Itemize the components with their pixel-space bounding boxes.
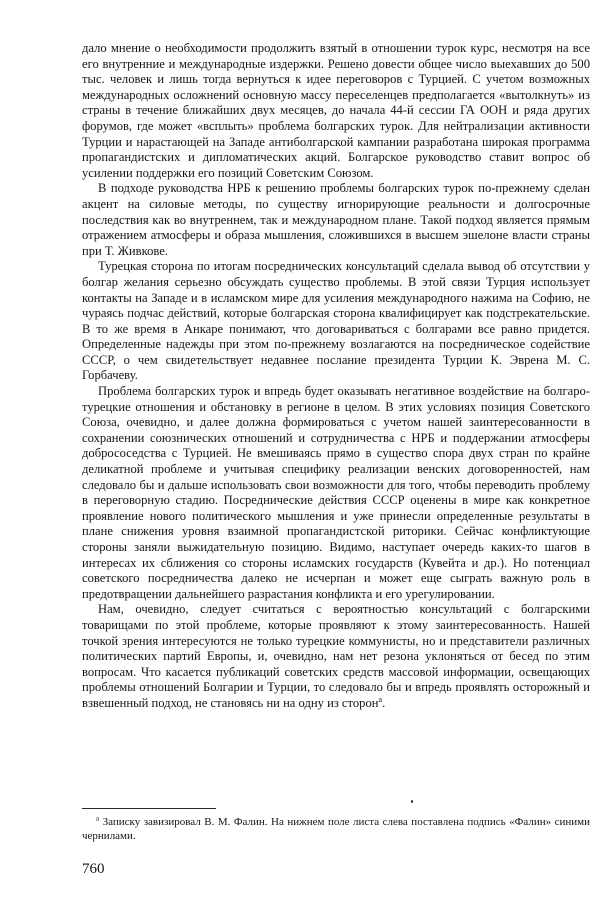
footnote-mark: а (96, 814, 100, 823)
paragraph: В подходе руководства НРБ к решению проблемы болгарских турок по-прежнему сделан акцент на силовые методы, по существу игнорирующие реальности и долгосрочные последствия как во внутреннем, так и международном плане. Такой подход является прямым отражением атмосферы и образа мышления, сложившихся в высшем эшелоне власти страны при Т. Живкове. (82, 181, 590, 258)
paragraph: Турецкая сторона по итогам посреднических консультаций сделала вывод об отсутствии у болгар желания серьезно обсуждать существо проблемы. В этой связи Турция использует контакты на Западе и в исламском мире для усиления международного нажима на Софию, не чураясь подчас действий, которые болгарская сторона квалифицирует как подстрекательские. В то же время в Анкаре понимают, что договариваться с болгарами все равно придется. Определенные надежды при этом по-прежнему возлагаются на посредническое содействие СССР, о чем свидетельствует недавнее послание президента Турции К. Эврена М. С. Горбачеву. (82, 259, 590, 383)
page-number: 760 (82, 861, 105, 877)
footnote-text: Записку завизировал В. М. Фалин. На нижнем поле листа слева поставлена подпись «Фалин» синими чернилами. (82, 816, 590, 842)
paragraph-text: Нам, очевидно, следует считаться с вероятностью консультаций с болгарскими товарищами по этой проблеме, которые проявляют к этому заинтересованность. Нашей точкой зрения интересуются не только турецкие коммунисты, но и представители различных политических партий Европы, и, очевидно, нам нет резона уклоняться от бесед по этим вопросам. Что касается публикаций советских средств массовой информации, освещающих проблемы отношений Болгарии и Турции, то следовало бы и впредь проявлять осторожный и взвешенный подход, не становясь ни на одну из сторон (82, 602, 590, 710)
paragraph: дало мнение о необходимости продолжить взятый в отношении турок курс, несмотря на все его внутренние и международные издержки. Решено довести общее число выехавших до 500 тыс. человек и лишь тогда вернуться к идее переговоров с Турцией. С учетом возможных международных осложнений основную массу переселенцев предполагается «вытолкнуть» из страны в течение ближайших двух месяцев, до начала 44-й сессии ГА ООН и ряда других форумов, где может «всплыть» проблема болгарских турок. Для нейтрализации активности Турции и нарастающей на Западе антиболгарской кампании разработана широкая программа пропагандистских и дипломатических акций. Болгарское руководство ставит вопрос об усилении поддержки его позиций Советским Союзом. (82, 41, 590, 180)
footnote-divider (82, 808, 216, 809)
body-text (82, 41, 590, 712)
footnote (82, 815, 590, 843)
paragraph: Проблема болгарских турок и впредь будет оказывать негативное воздействие на болгаро-турецкие отношения и обстановку в регионе в целом. В этих условиях позиция Советского Союза, очевидно, и далее должна формироваться с учетом нашей заинтересованности в сохранении союзнических отношений и сотрудничества с НРБ и поддержании атмосферы добрососедства с Турцией. Не вмешиваясь прямо в существо спора двух стран по крайне деликатной проблеме и учитывая специфику реализации венских договоренностей, нам следовало бы и дальше использовать свои возможности для того, чтобы переводить проблему в переговорную стадию. Посреднические действия СССР оценены в мире как конкретное проявление нового политического мышления и уже принесли определенные результаты в плане снижения уровня взаимной пропагандистской риторики. Сейчас конфликтующие стороны заняли выжидательную позицию. Видимо, наступает очередь каких-то шагов в интересах их сближения со стороны исламских государств (Кувейта и др.). Но потенциал советского посредничества далеко не исчерпан и может еще сыграть важную роль в предотвращении дальнейшего разрастания конфликта и его урегулировании. (82, 384, 590, 601)
paragraph: Нам, очевидно, следует считаться с вероятностью консультаций с болгарскими товарищами по этой проблеме, которые проявляют к этому заинтересованность. Нашей точкой зрения интересуются не только турецкие коммунисты, но и представители различных политических партий Европы, и, очевидно, нам нет резона уклоняться от бесед по этим вопросам. Что касается публикаций советских средств массовой информации, освещающих проблемы отношений Болгарии и Турции, то следовало бы и впредь проявлять осторожный и взвешенный подход, не становясь ни на одну из сторон$^а$. (82, 602, 590, 710)
print-speck (411, 800, 413, 803)
footnote-reference-mark: а (378, 694, 383, 704)
